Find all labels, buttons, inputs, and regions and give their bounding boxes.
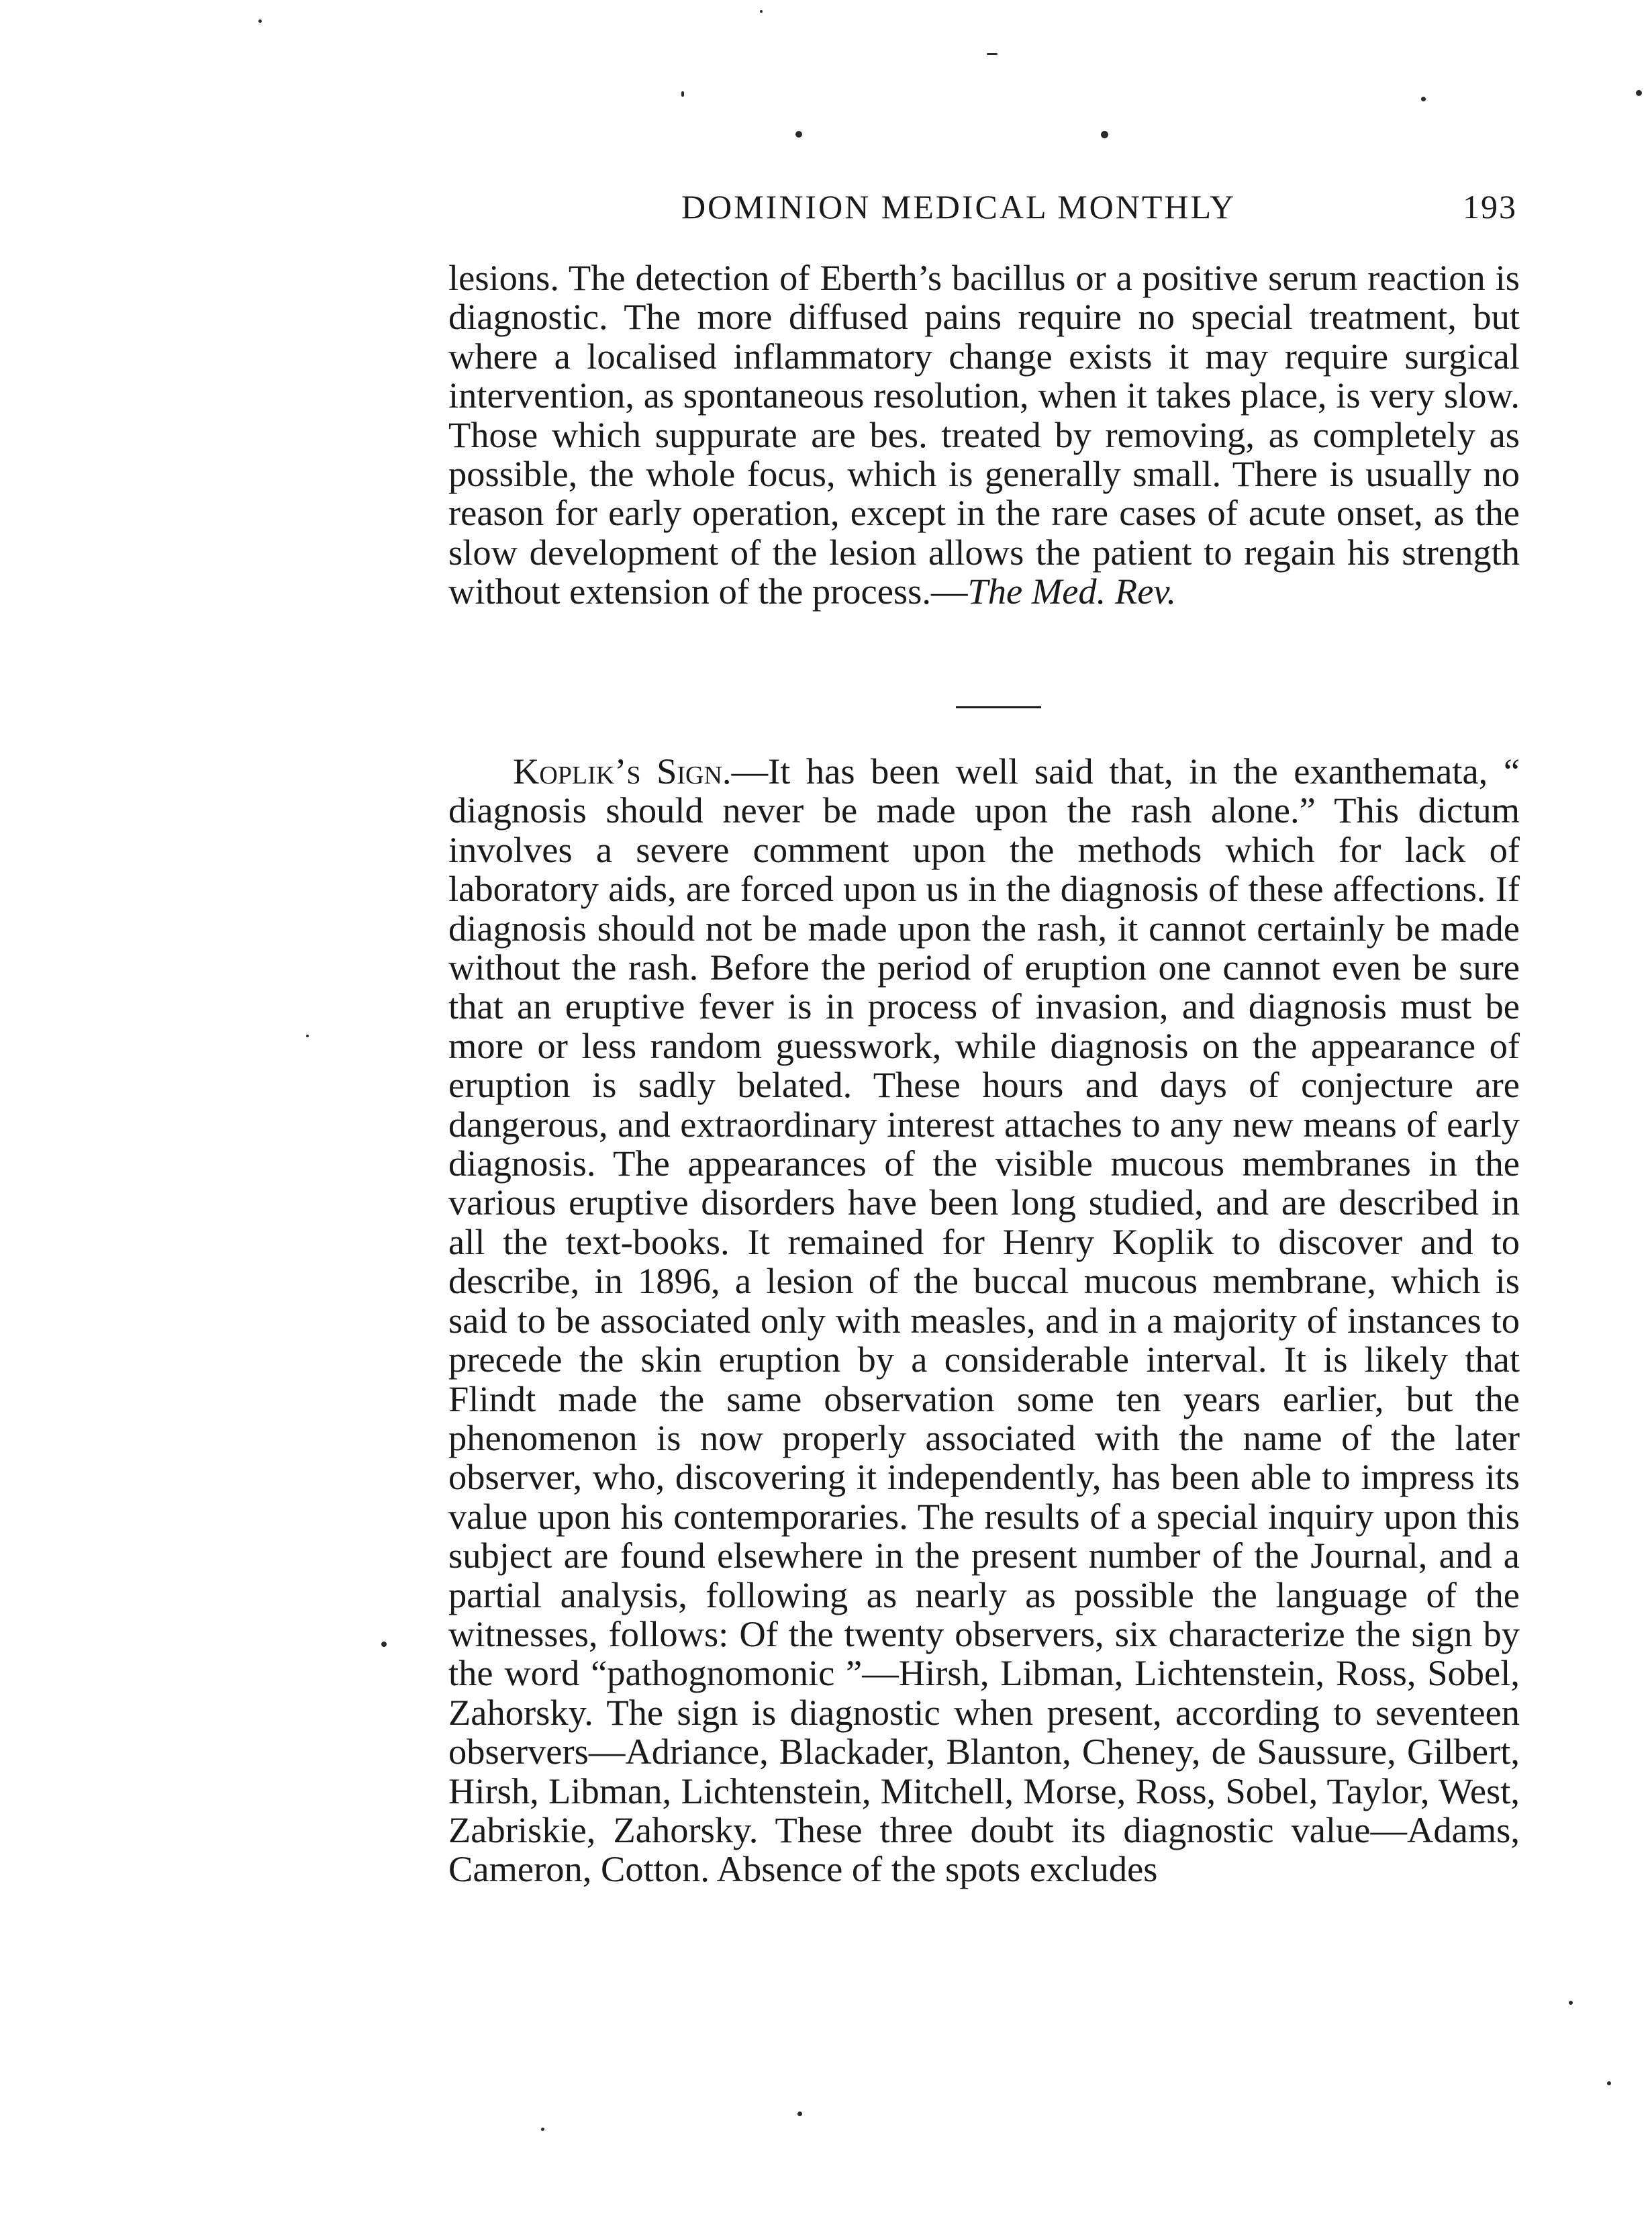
paragraph-body: lesions. The detection of Eberth’s bacillus or a positive serum reaction is diagnostic. The more diffused pains require no special treatment, but where a localised inflammatory change exists it may require surgical intervention, as spontaneous resolution, when it takes place, is very slow. Those which suppurate are bes. treated by removing, as completely as possible, the whole focus, which is generally small. There is usually no reason for early operation, except in the rare cases of acute onset, as the slow development of the lesion allows the patient to regain his strength without extension of the process.—	[448, 257, 1520, 612]
scan-speck	[306, 1035, 309, 1037]
scan-speck	[258, 19, 262, 23]
source-citation: The Med. Rev.	[967, 571, 1177, 612]
scan-speck	[1101, 131, 1108, 138]
running-title: DOMINION MEDICAL MONTHLY	[681, 188, 1236, 226]
section-divider	[956, 706, 1041, 708]
paragraph-text	[448, 258, 1520, 612]
section-heading: Koplik’s Sign.	[513, 751, 732, 792]
scan-speck	[1607, 2081, 1611, 2085]
paragraph-typhoid-lesions	[448, 258, 1520, 612]
running-head	[443, 180, 1517, 234]
scan-speck	[987, 53, 998, 55]
scan-speck	[797, 2112, 802, 2116]
scan-speck	[1421, 97, 1426, 101]
paragraph-text	[448, 752, 1520, 1889]
scan-speck	[760, 10, 763, 13]
page-number: 193	[1463, 188, 1517, 226]
paragraph-kopliks-sign	[448, 752, 1520, 1889]
scan-speck	[541, 2128, 544, 2131]
scan-speck	[1569, 2001, 1573, 2005]
scan-speck	[795, 131, 802, 138]
paragraph-body: —It has been well said that, in the exanthemata, “ diagnosis should never be made upon the rash alone.” This dictum involves a severe comment upon the methods which for lack of laboratory aids, are forced upon us in the diagnosis of these affections. If diagnosis should not be made upon the rash, it cannot certainly be made without the rash. Before the period of eruption one cannot even be sure that an eruptive fever is in process of invasion, and diagnosis must be more or less random guesswork, while diagnosis on the appearance of eruption is sadly belated. These hours and days of conjecture are dangerous, and extraordinary interest attaches to any new means of early diagnosis. The appearances of the visible mucous membranes in the various eruptive disorders have been long studied, and are described in all the text-books. It remained for Henry Koplik to discover and to describe, in 1896, a lesion of the buccal mucous membrane, which is said to be associated only with measles, and in a majority of instances to precede the skin eruption by a considerable interval. It is likely that Flindt made the same observation some ten years earlier, but the phenomenon is now properly associated with the name of the later observer, who, discovering it independently, has been able to impress its value upon his contemporaries. The results of a special inquiry upon this subject are found elsewhere in the present number of the Journal, and a partial analysis, following as nearly as possible the language of the witnesses, follows: Of the twenty observers, six characterize the sign by the word “pathognomonic ”—Hirsh, Libman, Lichtenstein, Ross, Sobel, Zahorsky. The sign is diagnostic when present, according to seventeen observers—Adriance, Blackader, Blanton, Cheney, de Saussure, Gilbert, Hirsh, Libman, Lichtenstein, Mitchell, Morse, Ross, Sobel, Taylor, West, Zabriskie, Zahorsky. These three doubt its diagnostic value—Adams, Cameron, Cotton. Absence of the spots excludes	[448, 751, 1520, 1890]
scan-speck	[681, 91, 684, 97]
scan-speck	[1636, 90, 1642, 96]
scan-speck	[381, 1642, 387, 1647]
